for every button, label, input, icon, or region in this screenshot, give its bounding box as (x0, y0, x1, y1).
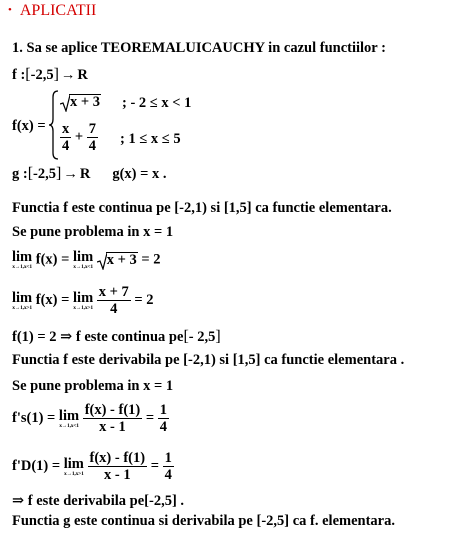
f-case1-condition: ; - 2 ≤ x < 1 (122, 95, 192, 111)
f-case2-condition: ; 1 ≤ x ≤ 5 (120, 131, 181, 147)
text-line-2: Se pune problema in x = 1 (12, 224, 174, 240)
text-line-3: Functia f este derivabila pe [-2,1) si [1,5] ca functie elementara . (12, 352, 405, 368)
g-definition: g :[-2,5] → R g(x) = x . (12, 165, 167, 182)
arrow-icon: → (60, 67, 76, 83)
f-case1 (60, 94, 101, 111)
derivative-right: f'D(1) = lim x→1,x>1 $\frac{f(x) - f(1)}{x - 1}$ = $\frac{1}{4}$ (12, 450, 172, 483)
conclusion: ⇒ f este derivabila pe[-2,5] . (12, 493, 185, 509)
derivative-left: f's(1) = lim x→1,x<1 $\frac{f(x) - f(1)}{x - 1}$ = $\frac{1}{4}$ (12, 402, 168, 435)
limit-left: lim x→1,x<1 f(x) = lim x→1,x<1 x + 3 = 2 (12, 249, 161, 270)
f-continuity: f(1) = 2 ⇒ f este continua pe[- 2,5] (12, 328, 221, 345)
bullet-icon: • (8, 4, 12, 16)
problem-statement: 1. Sa se aplice TEOREMALUICAUCHY in cazul functiilor : (12, 40, 386, 56)
text-line-4: Se pune problema in x = 1 (12, 378, 174, 394)
left-brace-icon (48, 89, 60, 161)
text-line-1: Functia f este continua pe [-2,1) si [1,5] ca functie elementara. (12, 200, 392, 216)
f-def-lhs: f(x) = (12, 118, 46, 134)
f-domain: f :[-2,5] → R (12, 66, 88, 83)
arrow-icon: → (63, 166, 78, 182)
section-heading (8, 2, 96, 20)
sqrt-expression: x + 3 (60, 94, 101, 111)
text-line-5: Functia g este continua si derivabila pe [-2,5] ca f. elementara. (12, 513, 395, 529)
f-case2: $\frac{x}{4}$ + $\frac{7}{4}$ (62, 121, 97, 154)
radical-icon (60, 94, 70, 112)
limit-right: lim x→1,x>1 f(x) = lim x→1,x>1 $\frac{x + 7}{4}$ = 2 (12, 284, 154, 317)
radical-icon (97, 252, 107, 270)
heading-title: APLICATII (19, 2, 97, 19)
